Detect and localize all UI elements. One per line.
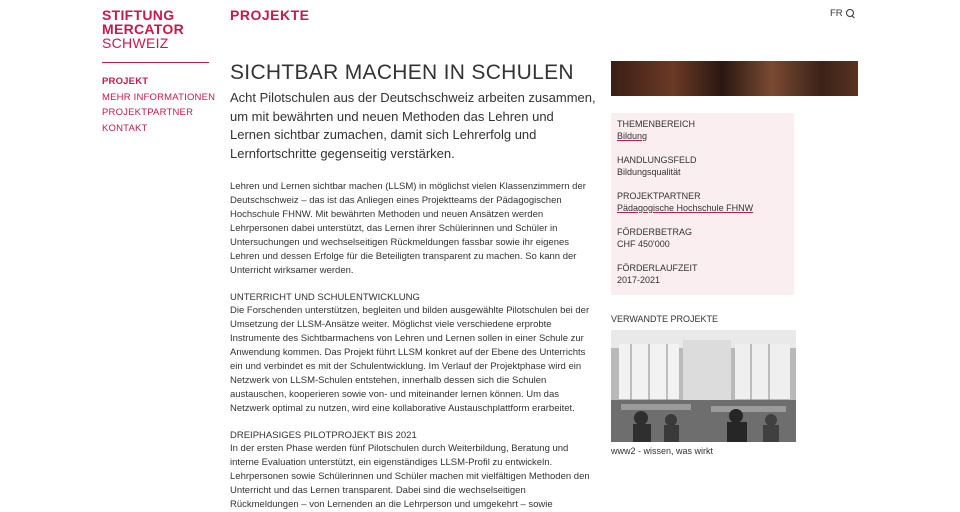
logo-line-1: STIFTUNG [102,7,175,23]
header-tools [830,8,856,19]
side-nav [102,74,215,136]
info-value: CHF 450'000 [617,239,670,249]
nav-item-kontakt[interactable]: KONTAKT [102,122,148,134]
related-project-image[interactable] [611,330,796,442]
projektpartner-link[interactable]: Pädagogische Hochschule FHNW [617,203,754,213]
search-icon[interactable] [845,8,856,19]
nav-item-mehr-informationen[interactable]: MEHR INFORMATIONEN [102,91,216,103]
body-paragraph-1: Lehren und Lernen sichtbar machen (LLSM) in möglichst vielen Klassenzimmern der Deutschschweiz – das ist das Anliegen eines Projektteams der Pädagogischen Hochschule FHNW. Mit bewährten Methoden und neuen Ansätzen werden Lehrpersonen dabei unterstützt, das Lernen ihrer Schülerinnen und Schüler in Untersuchungen und wechselseitigen Rückmeldungen fassbar sowie ihr eigenes Lehren und dessen Erfolge für die Beteiligten transparent zu machen. So kann der Unterricht wirksamer werden. [230,181,586,276]
info-label: THEMENBEREICH [617,119,696,129]
related-projects-title: VERWANDTE PROJEKTE [611,314,719,324]
info-value: Bildungsqualität [617,167,681,177]
info-label: HANDLUNGSFELD [617,155,697,165]
hero-image [611,61,858,96]
related-project-caption[interactable]: www2 - wissen, was wirkt [611,446,714,456]
logo-line-2: MERCATOR [102,21,184,37]
info-themenbereich [617,118,788,142]
language-switch[interactable]: FR [830,8,843,19]
body-paragraph-3: In der ersten Phase werden fünf Pilotschulen durch Weiterbildung, Beratung und interne Evaluation unterstützt, ein eigenständiges LLSM-Profil zu entwickeln. Lehrpersonen sowie Schülerinnen und Schüler machen mit vielfältigen Methoden den Unterricht und das Lernen transparent. Dabei sind die wechselseitigen Rückmeldungen – von Lernenden an die Lehrperson und umgekehrt – sowie [230,443,590,510]
body-paragraph-2: Die Forschenden unterstützen, begleiten und bilden ausgewählte Pilotschulen bei der Umsetzung der LLSM-Ansätze weiter. Möglichst viele verschiedene erprobte Instrumente des Sichtbarmachens von Lehren und Lernen sollen in einer Schule zur Anwendung kommen. Das Projekt führt LLSM konkret auf der Ebene des Unterrichts ein und verbindet es mit der Schulentwicklung. Im Verlauf der Projektphase wird ein Netzwerk von LLSM-Schulen entstehen, innerhalb dessen sich die Schulen austauschen, kooperieren sowie von- und miteinander lernen können. Um das Netzwerk optimal zu nutzen, wird eine kollaborative Austauschplattform erarbeitet. [230,305,590,414]
nav-item-projektpartner[interactable]: PROJEKTPARTNER [102,107,194,118]
info-handlungsfeld [617,154,788,178]
nav-item-projekt[interactable]: PROJEKT [102,76,149,87]
project-info-box [611,113,794,295]
logo-divider [102,62,209,63]
info-label: FÖRDERBETRAG [617,227,693,237]
main-content [230,60,596,512]
themenbereich-link[interactable]: Bildung [617,131,648,141]
info-value: 2017-2021 [617,275,661,285]
page-title: SICHTBAR MACHEN IN SCHULEN [230,61,574,84]
subheading-1: UNTERRICHT UND SCHULENTWICKLUNG [230,292,420,303]
info-label: PROJEKTPARTNER [617,191,701,201]
section-link-projekte[interactable]: PROJEKTE [230,7,310,23]
classroom-photo [611,330,796,442]
info-label: FÖRDERLAUFZEIT [617,263,698,273]
logo[interactable] [102,8,210,50]
info-projektpartner [617,190,788,214]
info-foerderbetrag [617,226,788,250]
lead-text: Acht Pilotschulen aus der Deutschschweiz arbeiten zusammen, um mit bewährten und neuen Methoden das Lehren und Lernen sichtbar zumachen, damit sich Lehrerfolg und Lernfortschritte gegenseitig verstärken. [230,90,596,161]
subheading-2: DREIPHASIGES PILOTPROJEKT BIS 2021 [230,430,417,441]
info-foerderlaufzeit [617,262,788,286]
logo-line-3: SCHWEIZ [102,35,169,51]
